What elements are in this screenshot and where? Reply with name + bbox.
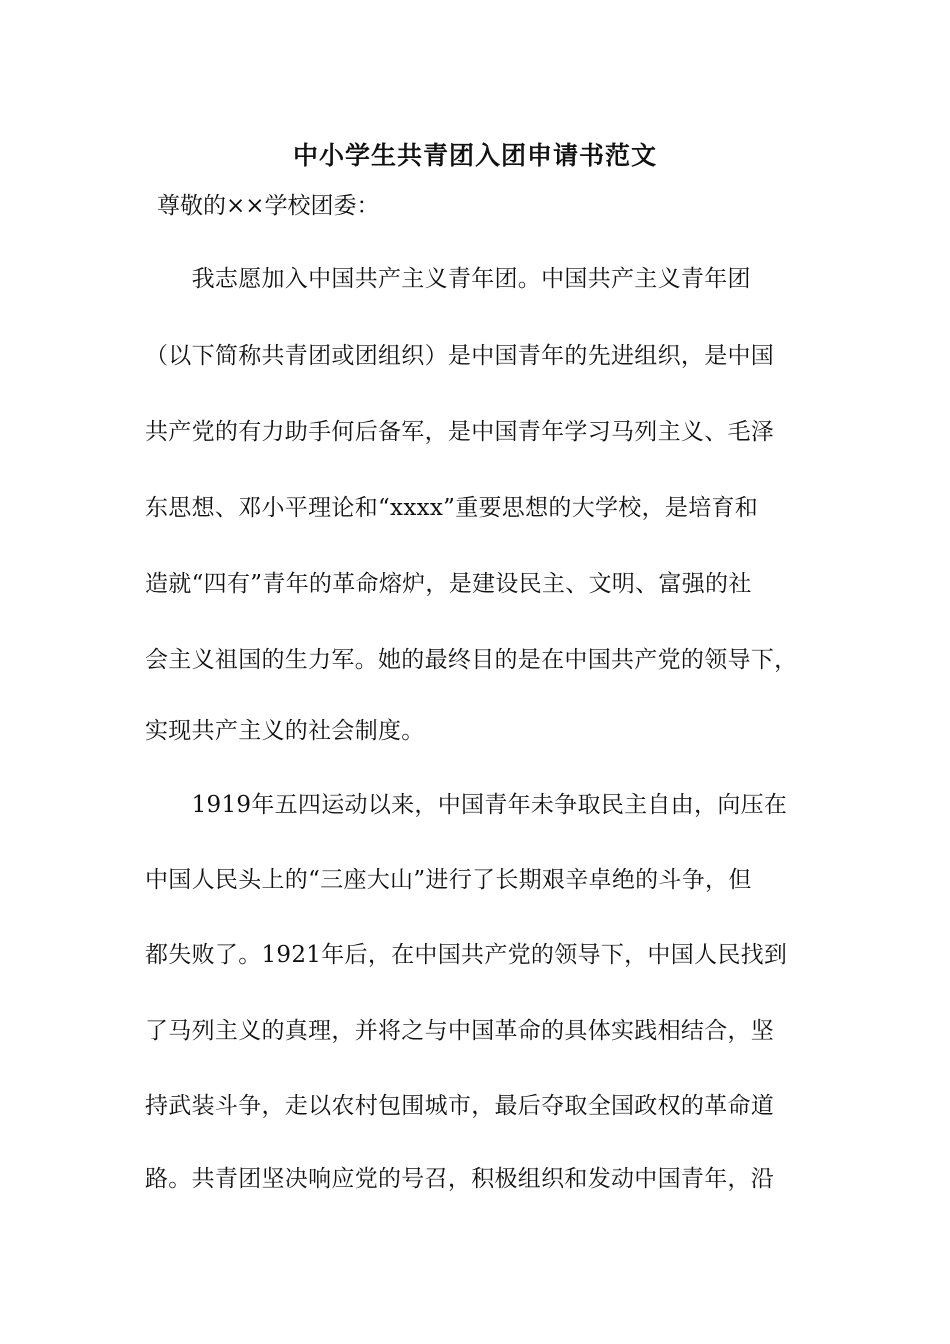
body-line: 造就“四有”青年的革命熔炉，是建设民主、文明、富强的社 xyxy=(145,571,752,597)
body-line: 实现共产主义的社会制度。 xyxy=(145,718,425,744)
body-line: 我志愿加入中国共产主义青年团。中国共产主义青年团 xyxy=(145,266,751,292)
salutation: 尊敬的××学校团委： xyxy=(157,193,380,219)
body-line: 路。共青团坚决响应党的号召，积极组织和发动中国青年，沿 xyxy=(145,1166,775,1192)
body-line: 1919年五四运动以来，中国青年未争取民主自由，向压在 xyxy=(145,792,788,818)
document-title: 中小学生共青团入团申请书范文 xyxy=(292,141,657,170)
body-line: 东思想、邓小平理论和“xxxx”重要思想的大学校，是培育和 xyxy=(145,495,759,521)
body-line: 共产党的有力助手何后备军，是中国青年学习马列主义、毛泽 xyxy=(145,419,775,445)
body-line: 都失败了。1921年后，在中国共产党的领导下，中国人民找到 xyxy=(145,942,788,968)
body-line: 了马列主义的真理，并将之与中国革命的具体实践相结合，坚 xyxy=(145,1018,775,1044)
body-line: 持武装斗争，走以农村包围城市，最后夺取全国政权的革命道 xyxy=(145,1093,775,1119)
body-line: 会主义祖国的生力军。她的最终目的是在中国共产党的领导下， xyxy=(145,647,798,673)
body-line: （以下简称共青团或团组织）是中国青年的先进组织，是中国 xyxy=(145,343,775,369)
body-line: 中国人民头上的“三座大山”进行了长期艰辛卓绝的斗争，但 xyxy=(145,867,752,893)
